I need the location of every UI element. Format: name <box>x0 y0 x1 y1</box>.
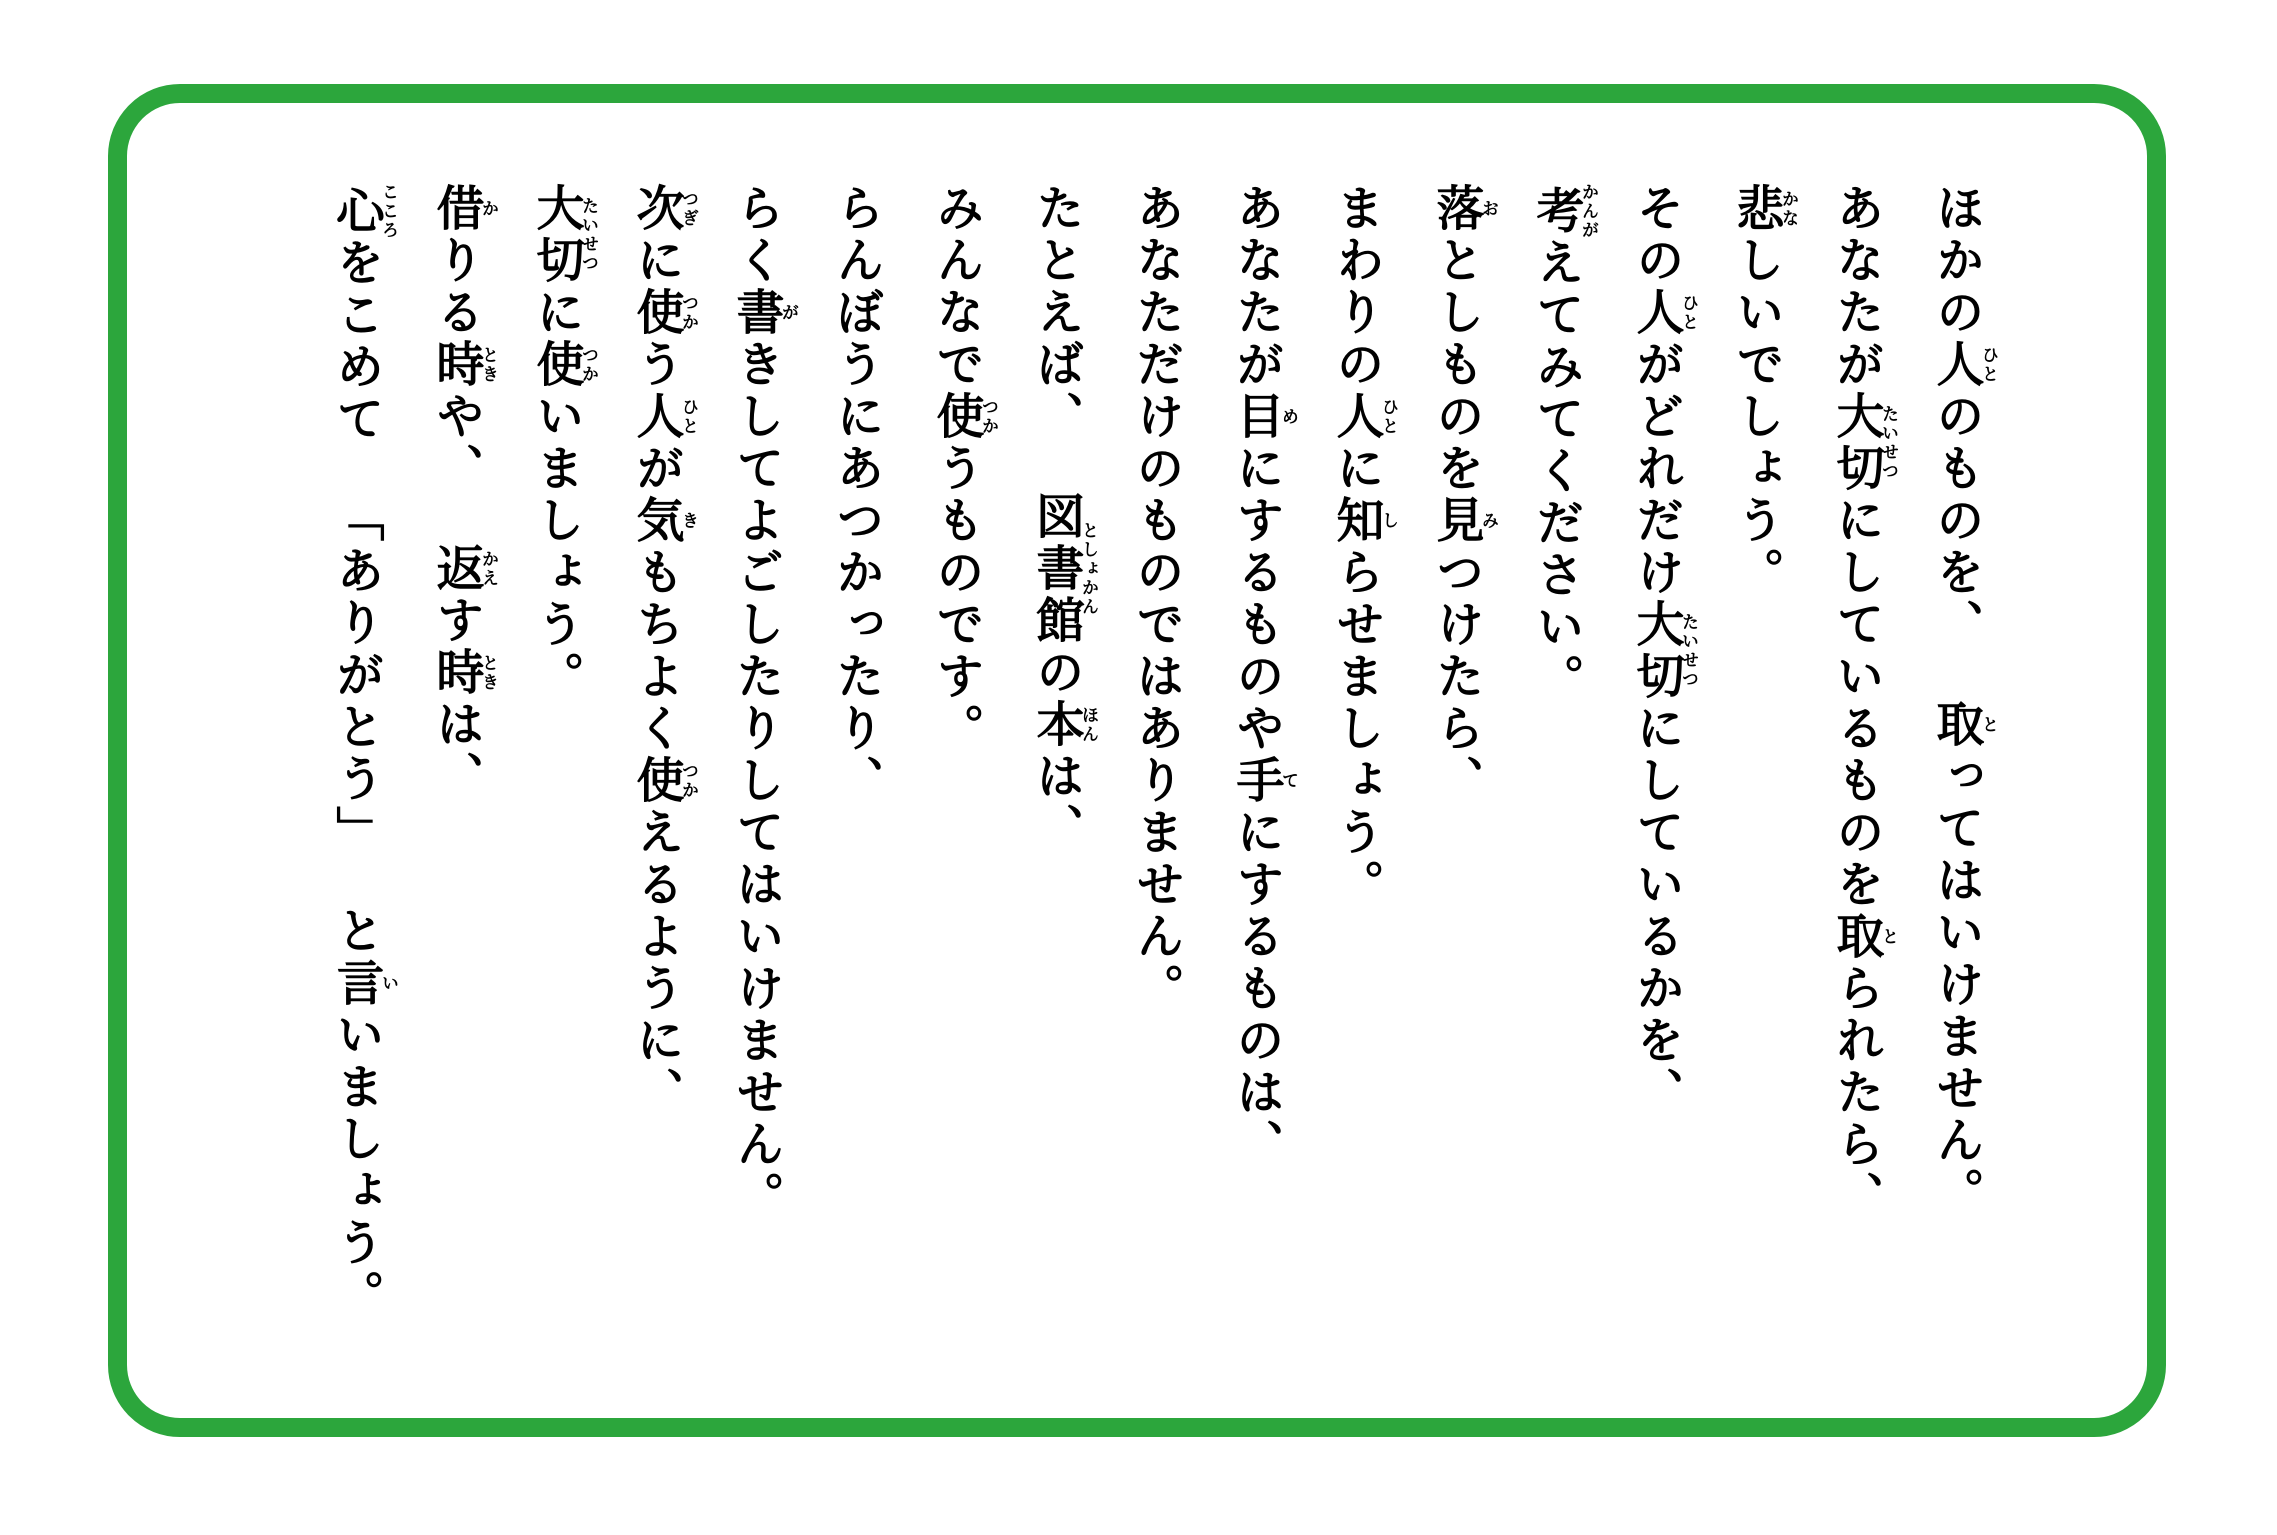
ruby-base: 気 <box>629 495 682 547</box>
text-run: らんぼうにあつかったり、 <box>829 183 882 807</box>
text-run: の <box>1029 647 1082 699</box>
text-run: きしてよごしたりしてはいけません。 <box>729 339 782 1223</box>
ideographic-space <box>455 495 456 543</box>
text-run: す <box>429 595 482 647</box>
furigana: かな <box>1779 183 1798 235</box>
text-run: のものを、 <box>1929 391 1982 651</box>
furigana: とき <box>479 647 498 699</box>
text-run: えるように、 <box>629 807 682 1119</box>
text-run: らく <box>729 183 782 287</box>
text-run: もちよく <box>629 547 682 755</box>
text-column-15 <box>505 183 605 1378</box>
ruby-base: 心 <box>329 183 382 240</box>
furigana: つか <box>579 339 598 391</box>
text-run: にするものは、 <box>1229 807 1282 1171</box>
text-column-4 <box>1605 183 1705 1378</box>
ruby-base: 使 <box>529 339 582 391</box>
furigana: い <box>379 957 398 1010</box>
ruby-base: 人 <box>1329 391 1382 443</box>
ruby-word <box>1029 491 1098 647</box>
ruby-base: 使 <box>929 391 982 443</box>
text-run: その <box>1629 183 1682 287</box>
ruby-word <box>529 339 598 391</box>
ruby-base: 返 <box>429 543 482 595</box>
text-column-10 <box>1005 183 1105 1378</box>
text-column-1 <box>1905 183 2005 1378</box>
ruby-word <box>429 647 498 699</box>
text-run: いましょう。 <box>529 391 582 703</box>
text-run: られたら、 <box>1829 963 1882 1223</box>
ruby-base: 時 <box>429 339 482 391</box>
text-run: としものを <box>1429 235 1482 495</box>
text-column-3 <box>1705 183 1805 1378</box>
ruby-base: 図書館 <box>1029 491 1082 647</box>
ruby-base: 知 <box>1329 495 1382 547</box>
text-column-11 <box>905 183 1005 1378</box>
furigana: と <box>1879 911 1898 963</box>
furigana: かんが <box>1579 183 1598 240</box>
furigana: お <box>1479 183 1498 235</box>
ruby-word <box>429 183 498 235</box>
ruby-word <box>1829 391 1898 495</box>
furigana: ひと <box>1379 391 1398 443</box>
ruby-word <box>1729 183 1798 235</box>
text-run: あなたが <box>1229 183 1282 391</box>
ruby-word <box>1329 391 1398 443</box>
text-column-6 <box>1405 183 1505 1378</box>
ruby-base: 落 <box>1429 183 1482 235</box>
furigana: たいせつ <box>1879 391 1898 495</box>
furigana: つぎ <box>679 183 698 235</box>
text-run: ほかの <box>1929 183 1982 339</box>
text-run: まわりの <box>1329 183 1382 391</box>
furigana: かえ <box>479 543 498 595</box>
ruby-base: 大切 <box>529 183 582 287</box>
furigana: たいせつ <box>579 183 598 287</box>
ruby-base: 人 <box>1929 339 1982 391</box>
text-run: ってはいけません。 <box>1929 751 1982 1219</box>
ruby-word <box>1929 699 1998 751</box>
furigana: め <box>1279 391 1298 443</box>
furigana: たいせつ <box>1679 599 1698 703</box>
furigana: し <box>1379 495 1398 547</box>
ruby-base: 大切 <box>1829 391 1882 495</box>
text-run: が <box>629 443 682 495</box>
ruby-base: 悲 <box>1729 183 1782 235</box>
ideographic-space <box>355 858 356 906</box>
ruby-base: 借 <box>429 183 482 235</box>
furigana: か <box>479 183 498 235</box>
text-column-17 <box>305 183 405 1378</box>
ruby-base: 目 <box>1229 391 1282 443</box>
ruby-base: 次 <box>629 183 682 235</box>
text-column-13 <box>705 183 805 1378</box>
ruby-base: 時 <box>429 647 482 699</box>
furigana: つか <box>679 287 698 339</box>
ruby-word <box>1229 755 1298 807</box>
text-run: にしているかを、 <box>1629 703 1682 1119</box>
ruby-base: 言 <box>329 957 382 1010</box>
furigana: としょかん <box>1079 491 1098 647</box>
furigana: て <box>1279 755 1298 807</box>
text-column-16 <box>405 183 505 1378</box>
text-run: つけたら、 <box>1429 547 1482 807</box>
text-run: しいでしょう。 <box>1729 235 1782 599</box>
text-run: にするものや <box>1229 443 1282 755</box>
ruby-word <box>929 391 998 443</box>
ruby-word <box>329 183 398 240</box>
furigana: ほん <box>1079 699 1098 751</box>
text-run: う <box>629 339 682 391</box>
text-run: にしているものを <box>1829 495 1882 911</box>
text-run: に <box>629 235 682 287</box>
text-run: あなたが <box>1829 183 1882 391</box>
text-column-12 <box>805 183 905 1378</box>
ruby-base: 本 <box>1029 699 1082 751</box>
ruby-base: 人 <box>1629 287 1682 339</box>
ideographic-space <box>1955 651 1956 699</box>
furigana: き <box>679 495 698 547</box>
text-column-7 <box>1305 183 1405 1378</box>
furigana: み <box>1479 495 1498 547</box>
furigana: が <box>779 287 798 339</box>
ruby-base: 取 <box>1929 699 1982 751</box>
text-run: と <box>329 905 382 958</box>
text-run: は、 <box>1029 751 1082 855</box>
ruby-word <box>529 183 598 287</box>
text-run: や、 <box>429 391 482 495</box>
ruby-base: 書 <box>729 287 782 339</box>
ruby-word <box>629 287 698 339</box>
ruby-word <box>1329 495 1398 547</box>
text-run: あなただけのものではありません。 <box>1129 183 1182 1015</box>
ruby-base: 使 <box>629 755 682 807</box>
ideographic-space <box>355 446 356 494</box>
furigana: ひと <box>679 391 698 443</box>
ruby-word <box>1629 599 1698 703</box>
ruby-word <box>629 391 698 443</box>
ruby-base: 考 <box>1529 183 1582 240</box>
ruby-word <box>1029 699 1098 751</box>
furigana: とき <box>479 339 498 391</box>
furigana: こころ <box>379 183 398 240</box>
ruby-word <box>1929 339 1998 391</box>
ruby-word <box>429 543 498 595</box>
text-column-14 <box>605 183 705 1378</box>
ideographic-space <box>1055 443 1056 491</box>
text-run: いましょう。 <box>329 1009 382 1322</box>
ruby-word <box>729 287 798 339</box>
ruby-word <box>1229 391 1298 443</box>
text-column-9 <box>1105 183 1205 1378</box>
ruby-base: 人 <box>629 391 682 443</box>
furigana: つか <box>679 755 698 807</box>
text-run: をこめて <box>329 237 382 446</box>
ruby-base: 使 <box>629 287 682 339</box>
ruby-word <box>629 183 698 235</box>
text-run: は、 <box>429 699 482 803</box>
text-run: 「ありがとう」 <box>329 493 382 858</box>
furigana: つか <box>979 391 998 443</box>
green-border-frame <box>108 84 2166 1437</box>
ruby-base: 取 <box>1829 911 1882 963</box>
ruby-word <box>1429 183 1498 235</box>
text-column-2 <box>1805 183 1905 1378</box>
ruby-word <box>629 495 698 547</box>
furigana: ひと <box>1979 339 1998 391</box>
ruby-word <box>629 755 698 807</box>
text-column-5 <box>1505 183 1605 1378</box>
ruby-word <box>1529 183 1598 240</box>
ruby-word <box>329 957 398 1010</box>
ruby-word <box>1429 495 1498 547</box>
text-run: りる <box>429 235 482 339</box>
ruby-base: 見 <box>1429 495 1482 547</box>
ruby-base: 手 <box>1229 755 1282 807</box>
ruby-base: 大切 <box>1629 599 1682 703</box>
text-run: えてみてください。 <box>1529 237 1582 706</box>
ruby-word <box>429 339 498 391</box>
ruby-word <box>1829 911 1898 963</box>
text-run: みんなで <box>929 183 982 391</box>
furigana: と <box>1979 699 1998 751</box>
furigana: ひと <box>1679 287 1698 339</box>
ruby-word <box>1629 287 1698 339</box>
vertical-text-area <box>127 103 2147 1418</box>
text-run: たとえば、 <box>1029 183 1082 443</box>
text-run: うものです。 <box>929 443 982 755</box>
text-run: がどれだけ <box>1629 339 1682 599</box>
text-run: らせましょう。 <box>1329 547 1382 911</box>
text-column-8 <box>1205 183 1305 1378</box>
text-run: に <box>529 287 582 339</box>
text-run: に <box>1329 443 1382 495</box>
